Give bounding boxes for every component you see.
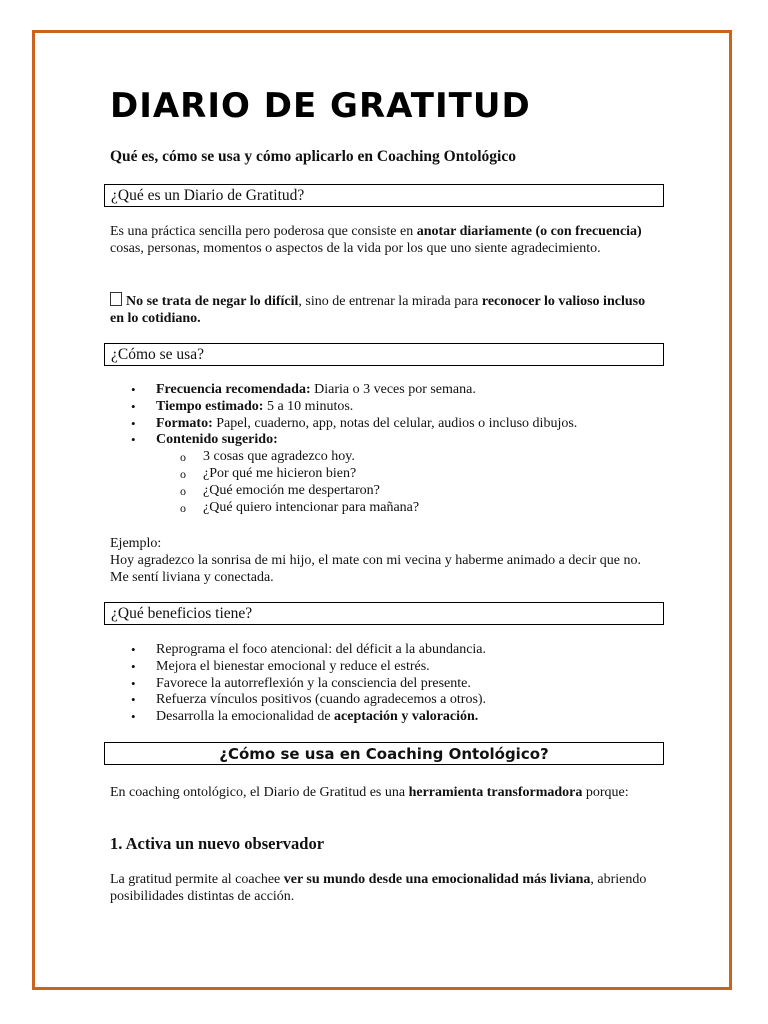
missing-glyph-icon [110,292,122,306]
list-item: o ¿Qué emoción me despertaron? [180,482,380,498]
sub-bullet-icon: o [180,483,186,498]
section-heading-coaching: ¿Cómo se usa en Coaching Ontológico? [104,742,664,765]
section4-paragraph-2: La gratitud permite al coachee ver su mundo desde una emocionalidad más liviana, abriendo posibilidades distintas de acción. [110,872,647,904]
section-heading-benefits: ¿Qué beneficios tiene? [104,602,664,625]
page-title: DIARIO DE GRATITUD [110,86,531,126]
sub-bullet-icon: o [180,500,186,515]
bullet-icon: • [131,642,136,657]
bullet-icon: • [131,398,136,414]
example-label: Ejemplo: [110,536,162,551]
sub-bullet-icon: o [180,466,186,481]
list-item: o ¿Por qué me hicieron bien? [180,465,357,481]
section1-paragraph: Es una práctica sencilla pero poderosa que consiste en anotar diariamente (o con frecuencia) cosas, personas, momentos o aspectos de la vida por los que uno siente agradecimiento. [110,224,642,256]
section4-paragraph: En coaching ontológico, el Diario de Gratitud es una herramienta transformadora porque: [110,785,629,800]
sub-bullet-icon: o [180,450,186,465]
page-subtitle: Qué es, cómo se usa y cómo aplicarlo en Coaching Ontológico [110,148,516,165]
list-item: • Frecuencia recomendada: Diaria o 3 veces por semana. [131,382,476,397]
list-item: o 3 cosas que agradezco hoy. [180,449,355,465]
bullet-icon: • [131,709,136,725]
list-item: • Contenido sugerido: o 3 cosas que agradezco hoy. o ¿Por qué me hicieron bien? o ¿Qué emoción me despertaron? o ¿Qué quiero intencionar para mañana? [110,432,670,516]
list-item: • Tiempo estimado: 5 a 10 minutos. [131,398,354,414]
example-text: Hoy agradezco la sonrisa de mi hijo, el mate con mi vecina y haberme animado a decir que no. Me sentí liviana y conectada. [110,553,642,585]
benefits-list [110,642,670,726]
suggested-content-list [110,449,670,516]
subheading-new-observer: 1. Activa un nuevo observador [110,834,325,853]
bullet-icon: • [131,675,136,691]
bullet-icon: • [131,415,136,431]
bullet-icon: • [131,658,136,674]
bullet-icon: • [131,692,136,708]
bullet-icon: • [131,432,136,448]
usage-list [110,382,670,516]
list-item: • Favorece la autorreflexión y la consciencia del presente. [131,675,471,691]
bullet-icon: • [131,382,136,397]
section1-note: No se trata de negar lo difícil, sino de entrenar la mirada para reconocer lo valioso incluso en lo cotidiano. [110,294,646,326]
list-item: • Desarrolla la emocionalidad de aceptación y valoración. [131,709,479,725]
list-item: • Mejora el bienestar emocional y reduce el estrés. [131,658,430,674]
list-item: • Refuerza vínculos positivos (cuando agradecemos a otros). [131,692,487,708]
section-heading-what-is: ¿Qué es un Diario de Gratitud? [104,184,664,207]
section-heading-how-to-use: ¿Cómo se usa? [104,343,664,366]
list-item: • Formato: Papel, cuaderno, app, notas del celular, audios o incluso dibujos. [131,415,578,431]
list-item: • Reprograma el foco atencional: del déficit a la abundancia. [131,642,487,657]
list-item: o ¿Qué quiero intencionar para mañana? [180,499,420,515]
